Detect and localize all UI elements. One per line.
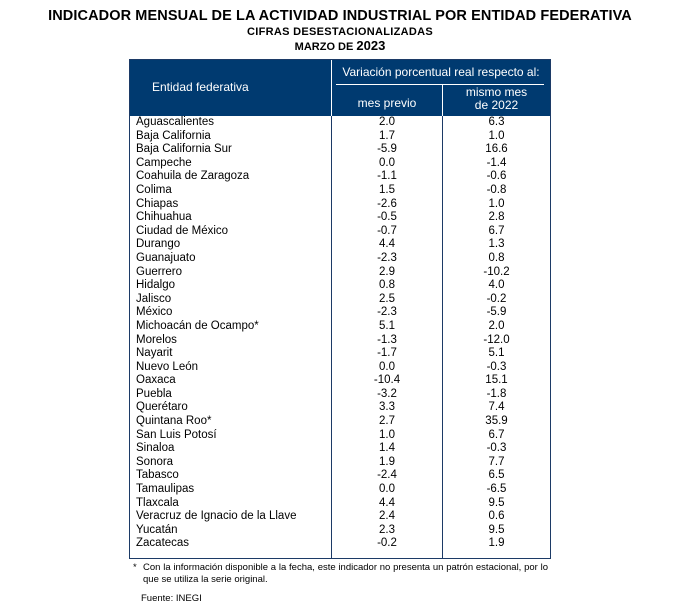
cell-mes-previo: 1.9	[379, 455, 395, 468]
footnote	[133, 562, 548, 585]
table-row	[130, 347, 550, 361]
cell-mismo-mes: 6.3	[488, 116, 505, 128]
cell-mes-previo: 4.4	[379, 496, 395, 509]
cell-mismo-mes: 0.8	[488, 251, 505, 264]
cell-entidad: Puebla	[136, 387, 172, 400]
cell-entidad: Zacatecas	[136, 537, 190, 550]
cell-entidad: Durango	[136, 238, 181, 251]
cell-entidad: Nayarit	[136, 347, 173, 360]
header-mismo-mes-line2: de 2022	[474, 98, 519, 112]
cell-mes-previo: 1.5	[379, 183, 395, 196]
cell-entidad: Guanajuato	[136, 251, 196, 264]
cell-mismo-mes: 1.9	[488, 537, 505, 550]
cell-mes-previo: 2.5	[379, 292, 395, 305]
table-row	[130, 442, 550, 456]
table-row	[130, 361, 550, 375]
cell-mes-previo: 3.3	[379, 401, 395, 414]
cell-mismo-mes: 9.5	[488, 496, 505, 509]
cell-entidad: Veracruz de Ignacio de la Llave	[136, 510, 297, 523]
cell-entidad: Ciudad de México	[136, 224, 229, 237]
cell-mes-previo: -1.7	[377, 347, 397, 360]
cell-mismo-mes: 6.5	[488, 469, 505, 482]
cell-entidad: Guerrero	[136, 265, 183, 278]
cell-mismo-mes: -1.8	[486, 387, 507, 400]
cell-mismo-mes: -5.9	[486, 306, 507, 319]
table-row	[130, 293, 550, 307]
cell-entidad: Tabasco	[136, 469, 179, 482]
period-month: MARZO DE	[294, 41, 354, 53]
cell-mismo-mes: 6.7	[488, 224, 505, 237]
cell-entidad: Sinaloa	[136, 442, 175, 455]
table-row	[130, 524, 550, 538]
cell-mes-previo: -1.1	[377, 170, 397, 183]
cell-mismo-mes: 1.0	[488, 197, 505, 210]
table-header	[130, 60, 550, 116]
period-year: 2023	[356, 38, 386, 53]
cell-mismo-mes: 2.8	[488, 211, 505, 224]
cell-mismo-mes: 16.6	[485, 143, 508, 156]
table-row	[130, 429, 550, 443]
cell-mes-previo: 1.0	[379, 428, 395, 441]
footnote-text: Con la información disponible a la fecha, este indicador no presenta un patrón estacional, por lo que se utiliza la serie original.	[143, 562, 548, 585]
header-mismo-mes-line1: mismo mes	[465, 85, 528, 99]
table-row	[130, 143, 550, 157]
cell-mes-previo: 0.8	[379, 279, 395, 292]
cell-mes-previo: -3.2	[377, 387, 397, 400]
cell-entidad: Querétaro	[136, 401, 188, 414]
table-row	[130, 320, 550, 334]
cell-entidad: Nuevo León	[136, 360, 199, 373]
cell-mismo-mes: -0.8	[486, 183, 507, 196]
cell-mismo-mes: 5.1	[488, 347, 505, 360]
table-row	[130, 374, 550, 388]
cell-mes-previo: -5.9	[377, 143, 397, 156]
cell-mes-previo: 2.0	[379, 116, 395, 128]
table-row	[130, 211, 550, 225]
table-row	[130, 252, 550, 266]
cell-mismo-mes: -0.2	[486, 292, 507, 305]
report-title: INDICADOR MENSUAL DE LA ACTIVIDAD INDUSTRIAL POR ENTIDAD FEDERATIVA	[48, 8, 632, 24]
cell-entidad: México	[136, 306, 173, 319]
table-row	[130, 225, 550, 239]
source-note: Fuente: INEGI	[141, 593, 202, 604]
cell-entidad: Colima	[136, 183, 172, 196]
cell-mes-previo: -2.4	[377, 469, 397, 482]
cell-entidad: Jalisco	[136, 292, 172, 305]
table-row	[130, 497, 550, 511]
table-row	[130, 537, 550, 551]
cell-mes-previo: -2.6	[377, 197, 397, 210]
table-row	[130, 456, 550, 470]
report-subtitle: CIFRAS DESESTACIONALIZADAS	[246, 26, 434, 38]
footnote-mark: *	[133, 562, 137, 573]
cell-entidad: Quintana Roo*	[136, 415, 212, 428]
table-row	[130, 415, 550, 429]
title-block	[0, 8, 680, 54]
cell-entidad: Campeche	[136, 156, 192, 169]
cell-mismo-mes: 9.5	[488, 523, 505, 536]
header-entidad: Entidad federativa	[152, 80, 249, 94]
cell-mes-previo: -0.2	[377, 537, 397, 550]
cell-mismo-mes: 4.0	[488, 279, 505, 292]
cell-entidad: Tlaxcala	[136, 496, 179, 509]
cell-entidad: Baja California Sur	[136, 143, 232, 156]
cell-mes-previo: 0.0	[379, 156, 395, 169]
cell-entidad: Tamaulipas	[136, 483, 195, 496]
cell-mismo-mes: 35.9	[485, 415, 508, 428]
header-variacion: Variación porcentual real respecto al:	[342, 65, 540, 79]
cell-entidad: San Luis Potosí	[136, 428, 217, 441]
cell-mismo-mes: -0.6	[486, 170, 507, 183]
cell-entidad: Chihuahua	[136, 211, 192, 224]
cell-mismo-mes: -0.3	[486, 360, 507, 373]
cell-mes-previo: 1.4	[379, 442, 395, 455]
cell-mismo-mes: 1.3	[488, 238, 505, 251]
cell-entidad: Michoacán de Ocampo*	[136, 319, 259, 332]
cell-mismo-mes: 2.0	[488, 319, 505, 332]
cell-mismo-mes: 6.7	[488, 428, 505, 441]
cell-mismo-mes: 7.4	[488, 401, 505, 414]
table-row	[130, 130, 550, 144]
cell-mes-previo: 4.4	[379, 238, 395, 251]
table-row	[130, 388, 550, 402]
cell-mes-previo: -0.7	[377, 224, 397, 237]
data-table	[129, 59, 551, 559]
cell-entidad: Aguascalientes	[136, 116, 214, 128]
cell-mes-previo: -2.3	[377, 306, 397, 319]
cell-mes-previo: 1.7	[379, 129, 395, 142]
cell-mismo-mes: 1.0	[488, 129, 505, 142]
table-row	[130, 157, 550, 171]
cell-mismo-mes: 7.7	[488, 455, 505, 468]
cell-mismo-mes: -10.2	[483, 265, 510, 278]
cell-mismo-mes: -0.3	[486, 442, 507, 455]
cell-mismo-mes: -12.0	[483, 333, 510, 346]
cell-mes-previo: -1.3	[377, 333, 397, 346]
cell-mes-previo: 5.1	[379, 319, 395, 332]
table-row	[130, 184, 550, 198]
cell-mes-previo: -10.4	[373, 374, 401, 387]
cell-mismo-mes: 0.6	[488, 510, 505, 523]
table-row	[130, 483, 550, 497]
table-row	[130, 116, 550, 130]
cell-mes-previo: 0.0	[379, 483, 395, 496]
cell-mismo-mes: 15.1	[485, 374, 508, 387]
header-mismo-mes	[443, 86, 550, 112]
table-row	[130, 266, 550, 280]
table-row	[130, 170, 550, 184]
cell-mes-previo: 0.0	[379, 360, 395, 373]
cell-entidad: Baja California	[136, 129, 211, 142]
cell-entidad: Hidalgo	[136, 279, 175, 292]
cell-mes-previo: 2.3	[379, 523, 395, 536]
cell-entidad: Chiapas	[136, 197, 179, 210]
table-row	[130, 510, 550, 524]
cell-mes-previo: 2.7	[379, 415, 395, 428]
table-body	[130, 116, 550, 551]
cell-entidad: Oaxaca	[136, 374, 176, 387]
cell-mes-previo: 2.9	[379, 265, 395, 278]
cell-entidad: Morelos	[136, 333, 177, 346]
cell-entidad: Coahuila de Zaragoza	[136, 170, 250, 183]
table-row	[130, 401, 550, 415]
table-row	[130, 334, 550, 348]
table-row	[130, 469, 550, 483]
cell-mes-previo: -0.5	[377, 211, 397, 224]
cell-mes-previo: -2.3	[377, 251, 397, 264]
cell-entidad: Yucatán	[136, 523, 178, 536]
table-row	[130, 279, 550, 293]
cell-entidad: Sonora	[136, 455, 174, 468]
report-period	[0, 39, 680, 54]
table-row	[130, 238, 550, 252]
cell-mismo-mes: -6.5	[486, 483, 507, 496]
table-row	[130, 198, 550, 212]
table-row	[130, 306, 550, 320]
cell-mismo-mes: -1.4	[486, 156, 507, 169]
header-mes-previo: mes previo	[357, 96, 417, 110]
cell-mes-previo: 2.4	[379, 510, 395, 523]
